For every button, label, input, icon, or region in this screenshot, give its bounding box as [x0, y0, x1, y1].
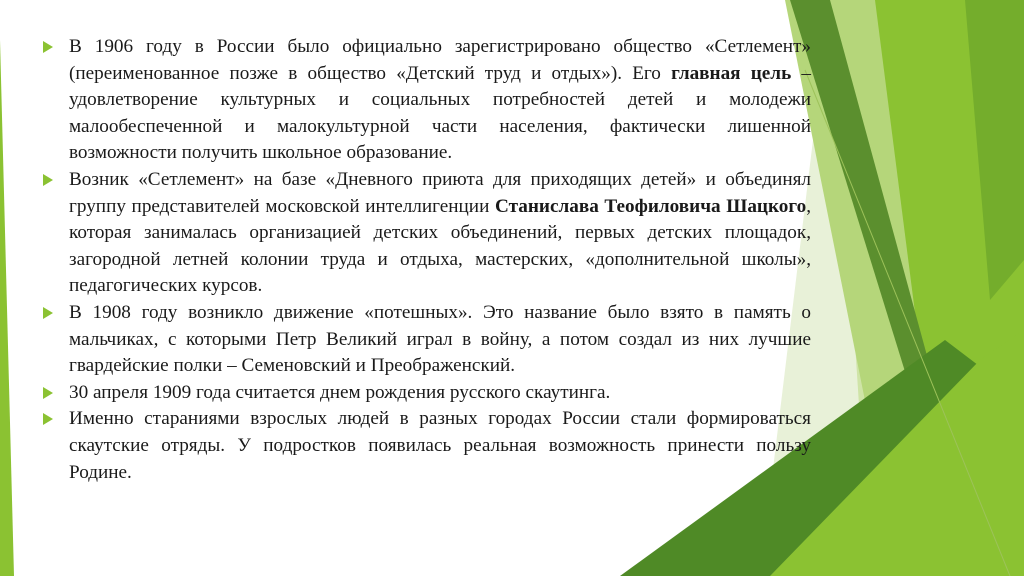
- bullet-text-bold: главная цель: [671, 62, 792, 84]
- slide-content: [43, 34, 811, 486]
- bullet-text: 30 апреля 1909 года считается днем рождения русского скаутинга.: [69, 381, 611, 403]
- bullet-triangle-icon: [43, 413, 53, 425]
- bullet-triangle-icon: [43, 387, 53, 399]
- bullet-text: В 1908 году возникло движение «потешных». Это название было взято в память о мальчиках, с которыми Петр Великий играл в войну, а потом создал из них лучшие гвардейские полки – Семеновский и Преображенский.: [69, 301, 811, 377]
- bullet-text: Возник «Сетлемент» на базе «Дневного приюта для приходящих детей» и объединял группу представителей московской интеллигенции: [69, 168, 811, 217]
- bullet-list: [43, 34, 811, 486]
- bullet-text: , которая занималась организацией детских объединений, первых детских площадок, загородной летней колонии труда и отдыха, мастерских, «дополнительной школы», педагогических курсов.: [69, 195, 811, 297]
- bullet-item: [43, 34, 811, 167]
- bullet-text-bold: Станислава Теофиловича Шацкого: [494, 195, 807, 217]
- bullet-text: В 1906 году в России было официально зарегистрировано общество «Сетлемент» (переименованное позже в общество «Детский труд и отдых»). Его: [69, 36, 811, 84]
- bullet-item: [43, 300, 811, 380]
- bullet-item: [43, 406, 811, 486]
- bullet-text: – удовлетворение культурных и социальных потребностей детей и молодежи малообеспеченной и малокультурной части населения, фактически лишенной возможности получить школьное образование.: [69, 62, 812, 164]
- bullet-text: Именно стараниями взрослых людей в разных городах России стали формироваться скаутские отряды. У подростков появилась реальная возможность принести пользу Родине.: [69, 408, 811, 483]
- bullet-triangle-icon: [43, 41, 53, 53]
- bullet-item: [43, 167, 811, 300]
- bullet-triangle-icon: [43, 174, 53, 186]
- left-accent-strip: [0, 40, 14, 576]
- bullet-item: [43, 380, 811, 407]
- bullet-triangle-icon: [43, 307, 53, 319]
